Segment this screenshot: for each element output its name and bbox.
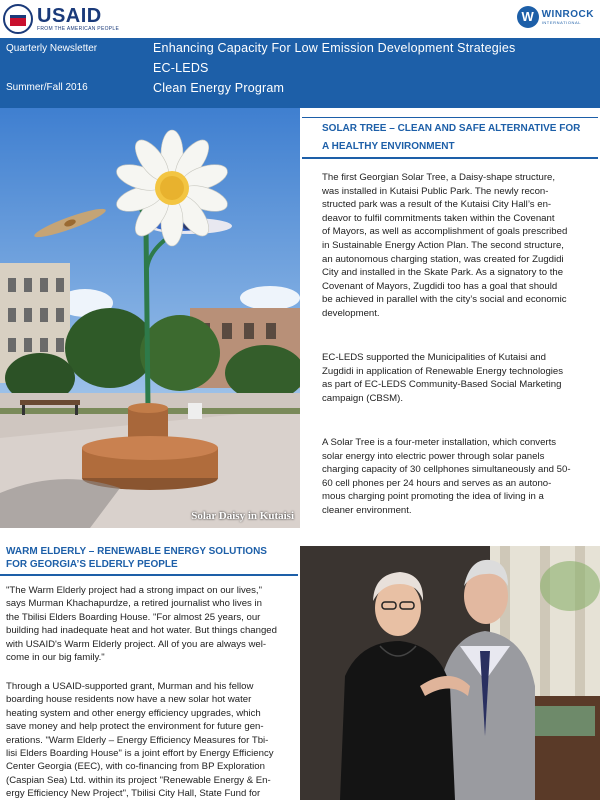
winrock-name: WINROCK <box>541 9 594 20</box>
text-line: of Mayors, as well as accomplishment of goals prescribed <box>322 226 568 238</box>
usaid-logo <box>3 2 119 36</box>
solar-tree-paragraph-2 <box>322 351 594 405</box>
text-line: cleaner environment. <box>322 504 412 516</box>
usaid-name: USAID <box>37 5 102 27</box>
banner-program-acronym: EC-LEDS <box>153 61 209 75</box>
text-line: building had inadequate heat and hot water. But things changed <box>6 625 277 637</box>
usaid-seal-icon <box>3 4 33 34</box>
solar-tree-paragraph-3 <box>322 436 594 518</box>
heading-line-2: FOR GEORGIA’S ELDERLY PEOPLE <box>6 559 178 570</box>
warm-elderly-article <box>0 528 300 800</box>
text-line: solar energy into electric power through solar panels <box>322 450 545 462</box>
text-line: save money and help protect the environment for future gen- <box>6 721 264 733</box>
newsletter-banner <box>0 38 600 108</box>
text-line: heating system and other energy efficiency upgrades, which <box>6 707 261 719</box>
elderly-couple-photo <box>300 546 600 800</box>
text-line: campaign (CBSM). <box>322 392 404 404</box>
text-line: Center Georgia (EEC), with co-financing from BP Exploration <box>6 761 265 773</box>
text-line: ergy Efficiency New Project", Tbilisi City Hall, State Fund for <box>6 788 261 800</box>
solar-tree-article <box>300 108 600 528</box>
banner-program-title: Enhancing Capacity For Low Emission Development Strategies <box>153 41 516 55</box>
text-line: Through a USAID-supported grant, Murman and his fellow <box>6 681 254 692</box>
banner-issue-type: Quarterly Newsletter <box>6 43 98 54</box>
text-line: come in our big family." <box>6 652 105 664</box>
text-line: boarding house residents now have a new solar hot water <box>6 694 252 706</box>
text-line: charging capacity of 30 cellphones simultaneously and 50- <box>322 464 571 476</box>
top-logo-bar <box>0 0 600 38</box>
solar-tree-heading <box>302 117 598 159</box>
heading-line-1: WARM ELDERLY – RENEWABLE ENERGY SOLUTIONS <box>6 546 267 557</box>
solar-tree-paragraph-1 <box>322 171 594 321</box>
text-line: an autonomous charging station, was created for Zugdidi <box>322 253 564 265</box>
winrock-mark-icon: W <box>517 6 539 28</box>
text-line: A Solar Tree is a four-meter installation, which converts <box>322 437 557 448</box>
text-line: lisi Elders Boarding House" is a joint effort by Energy Efficiency <box>6 748 274 760</box>
text-line: mous charging point promoting the idea of living in a <box>322 491 544 503</box>
text-line: says Murman Khachapurdze, a retired journalist who lives in <box>6 598 262 610</box>
warm-elderly-paragraph-2 <box>6 680 296 801</box>
text-line: with USAID's Warm Elderly project. All of you are always wel- <box>6 638 267 650</box>
heading-line-1: SOLAR TREE – CLEAN AND SAFE ALTERNATIVE FOR <box>322 123 581 134</box>
text-line: (Caspian Sea) Ltd. within its project "Renewable Energy & En- <box>6 774 271 786</box>
text-line: structed park was a result of the Kutaisi City Hall’s en- <box>322 199 552 211</box>
banner-issue-date: Summer/Fall 2016 <box>6 82 88 93</box>
text-line: development. <box>322 307 380 319</box>
winrock-sub: INTERNATIONAL <box>541 20 582 25</box>
text-line: The first Georgian Solar Tree, a Daisy-shape structure, <box>322 172 556 183</box>
photo-caption: Solar Daisy in Kutaisi <box>191 510 294 522</box>
text-line: 60 cell phones per 24 hours and serves as an autono- <box>322 477 552 489</box>
warm-elderly-paragraph-1 <box>6 584 296 664</box>
heading-line-2: A HEALTHY ENVIRONMENT <box>322 141 455 152</box>
text-line: the Tbilisi Elders Boarding House. "For almost 25 years, our <box>6 611 261 623</box>
text-line: erations. "Warm Elderly – Energy Efficiency Measures for Tbi- <box>6 734 269 746</box>
text-line: Zugdidi in application of Renewable Energy technologies <box>322 365 564 377</box>
text-line: in Sustainable Energy Action Plan. The second structure, <box>322 239 564 251</box>
banner-program-name: Clean Energy Program <box>153 81 285 95</box>
text-line: be achieved in parallel with the city’s social and economic <box>322 294 567 306</box>
text-line: City and installed in the Skate Park. As a signatory to the <box>322 267 564 279</box>
warm-elderly-heading <box>0 540 298 576</box>
usaid-tagline: FROM THE AMERICAN PEOPLE <box>37 26 120 32</box>
text-line: "The Warm Elderly project had a strong impact on our lives," <box>6 585 262 596</box>
text-line: as part of EC-LEDS Community-Based Social Marketing <box>322 379 562 391</box>
text-line: deavor to fulfil commitments taken within the Covenant <box>322 212 555 224</box>
text-line: Covenant of Mayors, Zugdidi too has a goal that should <box>322 280 558 292</box>
text-line: was installed in Kutaisi Public Park. The newly recon- <box>322 185 549 197</box>
winrock-logo <box>517 6 594 28</box>
solar-daisy-photo <box>0 108 300 528</box>
text-line: EC-LEDS supported the Municipalities of Kutaisi and <box>322 352 546 363</box>
